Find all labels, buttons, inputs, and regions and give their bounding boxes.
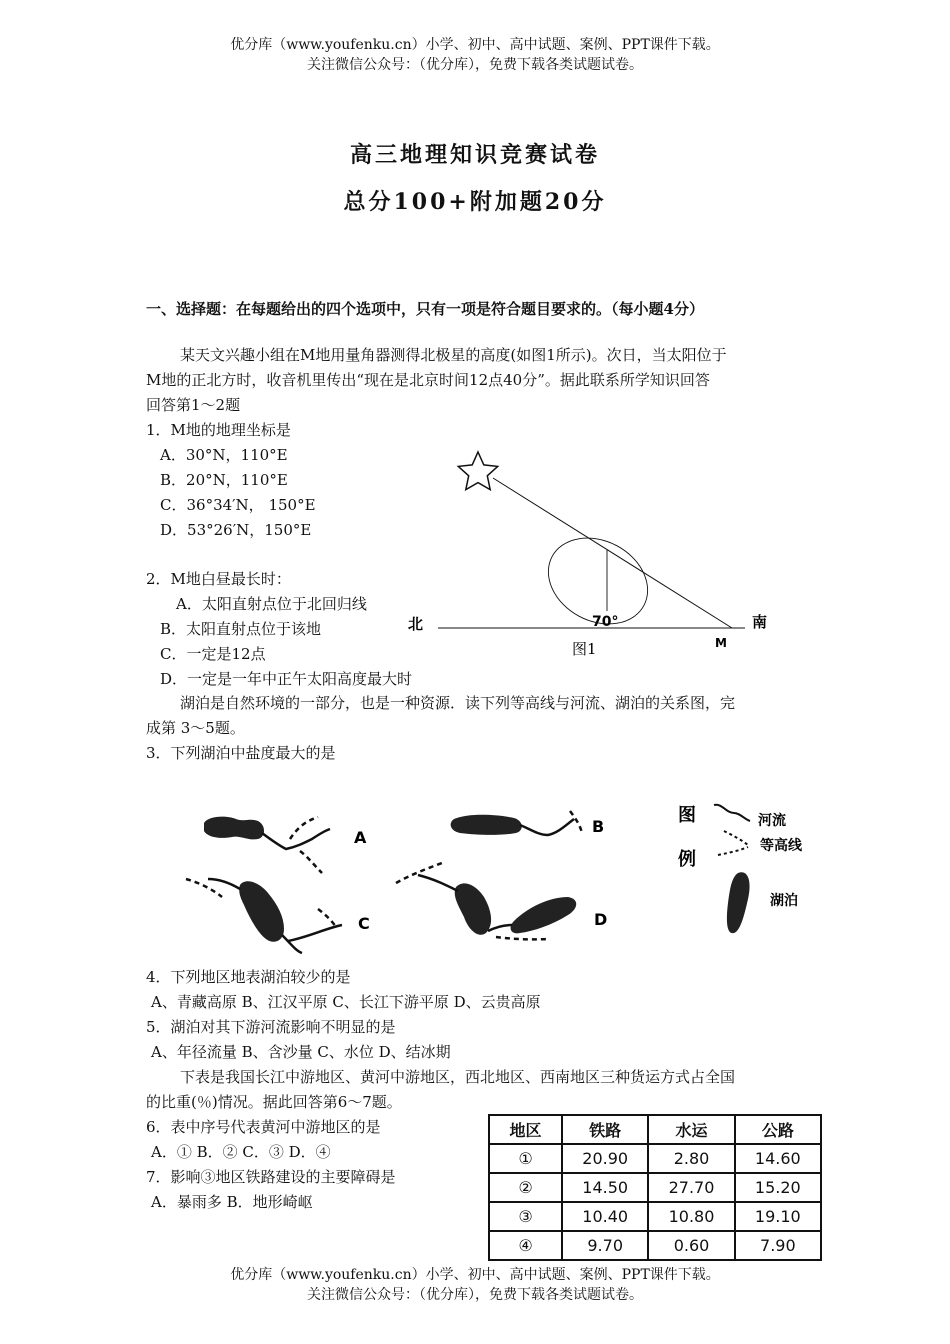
table-row — [489, 1144, 821, 1173]
table-cell: 10.40 — [562, 1202, 648, 1231]
legend-river-label: 河流 — [758, 813, 786, 829]
question-2-option-d: D．一定是一年中正午太阳高度最大时 — [160, 670, 413, 688]
legend-contour-symbol — [718, 831, 748, 855]
table-row — [489, 1202, 821, 1231]
label-a: A — [354, 828, 367, 847]
river-b — [520, 819, 574, 835]
lake-b — [451, 815, 522, 835]
passage-3-line-2: 的比重(％)情况。据此回答第6～7题。 — [146, 1093, 402, 1111]
label-d: D — [594, 910, 608, 929]
river-c-inflow — [208, 879, 240, 889]
table-cell: 27.70 — [648, 1173, 734, 1202]
question-1-option-d: D．53°26′N，150°E — [160, 521, 312, 539]
page-header-line-2: 关注微信公众号：（优分库），免费下载各类试题试卷。 — [307, 57, 643, 73]
legend — [678, 805, 803, 933]
legend-contour-label: 等高线 — [760, 838, 802, 854]
table-row — [489, 1231, 821, 1260]
table-cell: 9.70 — [562, 1231, 648, 1260]
question-1 — [146, 418, 316, 543]
question-2-option-b: B．太阳直射点位于该地 — [160, 620, 322, 638]
passage-3 — [146, 1065, 735, 1115]
star-icon — [458, 452, 497, 490]
lake-panel-d — [396, 863, 607, 939]
table-row — [489, 1173, 821, 1202]
passage-2-line-2: 成第 3～5题。 — [146, 719, 245, 737]
table-header-row — [489, 1115, 821, 1144]
question-6-options: A．① B．② C．③ D．④ — [151, 1143, 331, 1161]
figure-1-polaris-diagram — [400, 445, 790, 670]
contour-a-lower — [300, 851, 322, 873]
question-7-stem: 7．影响③地区铁路建设的主要障碍是 — [146, 1168, 396, 1186]
questions-6-7 — [146, 1115, 396, 1215]
legend-title-1: 图 — [678, 805, 696, 826]
legend-lake-symbol — [727, 872, 750, 933]
question-6-stem: 6．表中序号代表黄河中游地区的是 — [146, 1118, 381, 1136]
contour-c-upper — [186, 879, 222, 897]
question-2-option-c: C．一定是12点 — [160, 645, 266, 663]
section-heading: 一、选择题：在每题给出的四个选项中，只有一项是符合题目要求的。（每小题4分） — [146, 300, 704, 318]
lake-contour-figure — [178, 795, 818, 955]
contour-c-lower — [318, 909, 336, 927]
river-c-outflow — [282, 925, 342, 953]
passage-1 — [146, 343, 727, 418]
label-south: 南 — [752, 613, 768, 631]
label-point-m: M — [715, 636, 727, 650]
label-north: 北 — [408, 615, 424, 633]
question-1-option-c: C．36°34′N， 150°E — [160, 496, 316, 514]
passage-2 — [146, 691, 735, 741]
questions-4-5 — [146, 965, 541, 1065]
contour-a-upper — [290, 817, 318, 839]
lake-panel-c — [186, 879, 370, 953]
table-header-cell: 地区 — [489, 1115, 562, 1144]
lake-panel-a — [204, 817, 367, 873]
question-1-stem: 1．M地的地理坐标是 — [146, 421, 291, 439]
exam-subtitle: 总分100+附加题20分 — [343, 189, 607, 215]
question-4-stem: 4．下列地区地表湖泊较少的是 — [146, 968, 351, 986]
label-c: C — [358, 914, 370, 933]
table-cell: 2.80 — [648, 1144, 734, 1173]
legend-title-2: 例 — [678, 849, 696, 870]
lake-d-left — [455, 883, 491, 934]
passage-1-line-1: 某天文兴趣小组在M地用量角器测得北极星的高度(如图1所示)。次日，当太阳位于 — [180, 346, 727, 364]
lake-panel-b — [451, 811, 605, 836]
table-cell: 7.90 — [735, 1231, 821, 1260]
table-cell: 14.50 — [562, 1173, 648, 1202]
table-cell: 15.20 — [735, 1173, 821, 1202]
label-b: B — [592, 817, 605, 836]
lake-a — [204, 817, 264, 840]
page-footer-line-2: 关注微信公众号：（优分库），免费下载各类试题试卷。 — [307, 1287, 643, 1303]
lake-c — [239, 881, 284, 941]
lake-d-right — [511, 897, 577, 933]
page-footer-line-1: 优分库（www.youfenku.cn）小学、初中、高中试题、案例、PPT课件下载。 — [230, 1267, 720, 1283]
passage-2-line-1: 湖泊是自然环境的一部分，也是一种资源．读下列等高线与河流、湖泊的关系图，完 — [180, 694, 736, 712]
contour-d-lower — [496, 937, 548, 939]
table-cell: ③ — [489, 1202, 562, 1231]
table-cell: ④ — [489, 1231, 562, 1260]
table-cell: 19.10 — [735, 1202, 821, 1231]
table-cell: 14.60 — [735, 1144, 821, 1173]
table-cell: 20.90 — [562, 1144, 648, 1173]
page-header-line-1: 优分库（www.youfenku.cn）小学、初中、高中试题、案例、PPT课件下载。 — [230, 37, 720, 53]
question-1-option-a: A．30°N，110°E — [160, 446, 288, 464]
table-cell: ② — [489, 1173, 562, 1202]
table-cell: 10.80 — [648, 1202, 734, 1231]
question-7-options: A．暴雨多 B．地形崎岖 — [151, 1193, 313, 1211]
passage-1-line-2: M地的正北方时，收音机里传出“现在是北京时间12点40分”。据此联系所学知识回答 — [146, 371, 710, 389]
question-2-stem: 2．M地白昼最长时： — [146, 570, 291, 588]
table-cell: ① — [489, 1144, 562, 1173]
legend-river-symbol — [714, 805, 750, 821]
question-5-stem: 5．湖泊对其下游河流影响不明显的是 — [146, 1018, 396, 1036]
passage-3-line-1: 下表是我国长江中游地区、黄河中游地区，西北地区、西南地区三种货运方式占全国 — [180, 1068, 736, 1086]
question-2-option-a: A．太阳直射点位于北回归线 — [176, 595, 367, 613]
question-4-options: A、青藏高原 B、江汉平原 C、长江下游平原 D、云贵高原 — [151, 993, 541, 1011]
figure-1-caption: 图1 — [572, 640, 597, 658]
table-header-cell: 水运 — [648, 1115, 734, 1144]
sight-line — [493, 478, 732, 628]
table-cell: 0.60 — [648, 1231, 734, 1260]
question-3-stem: 3．下列湖泊中盐度最大的是 — [146, 744, 336, 762]
label-angle: 70° — [592, 614, 619, 630]
passage-1-line-3: 回答第1～2题 — [146, 396, 241, 414]
question-1-option-b: B．20°N，110°E — [160, 471, 288, 489]
table-header-cell: 公路 — [735, 1115, 821, 1144]
legend-lake-label: 湖泊 — [770, 893, 798, 909]
question-5-options: A、年径流量 B、含沙量 C、水位 D、结冰期 — [151, 1043, 451, 1061]
exam-title: 高三地理知识竞赛试卷 — [349, 142, 600, 168]
table-header-cell: 铁路 — [562, 1115, 648, 1144]
question-2 — [146, 567, 412, 692]
freight-share-table — [488, 1114, 822, 1261]
